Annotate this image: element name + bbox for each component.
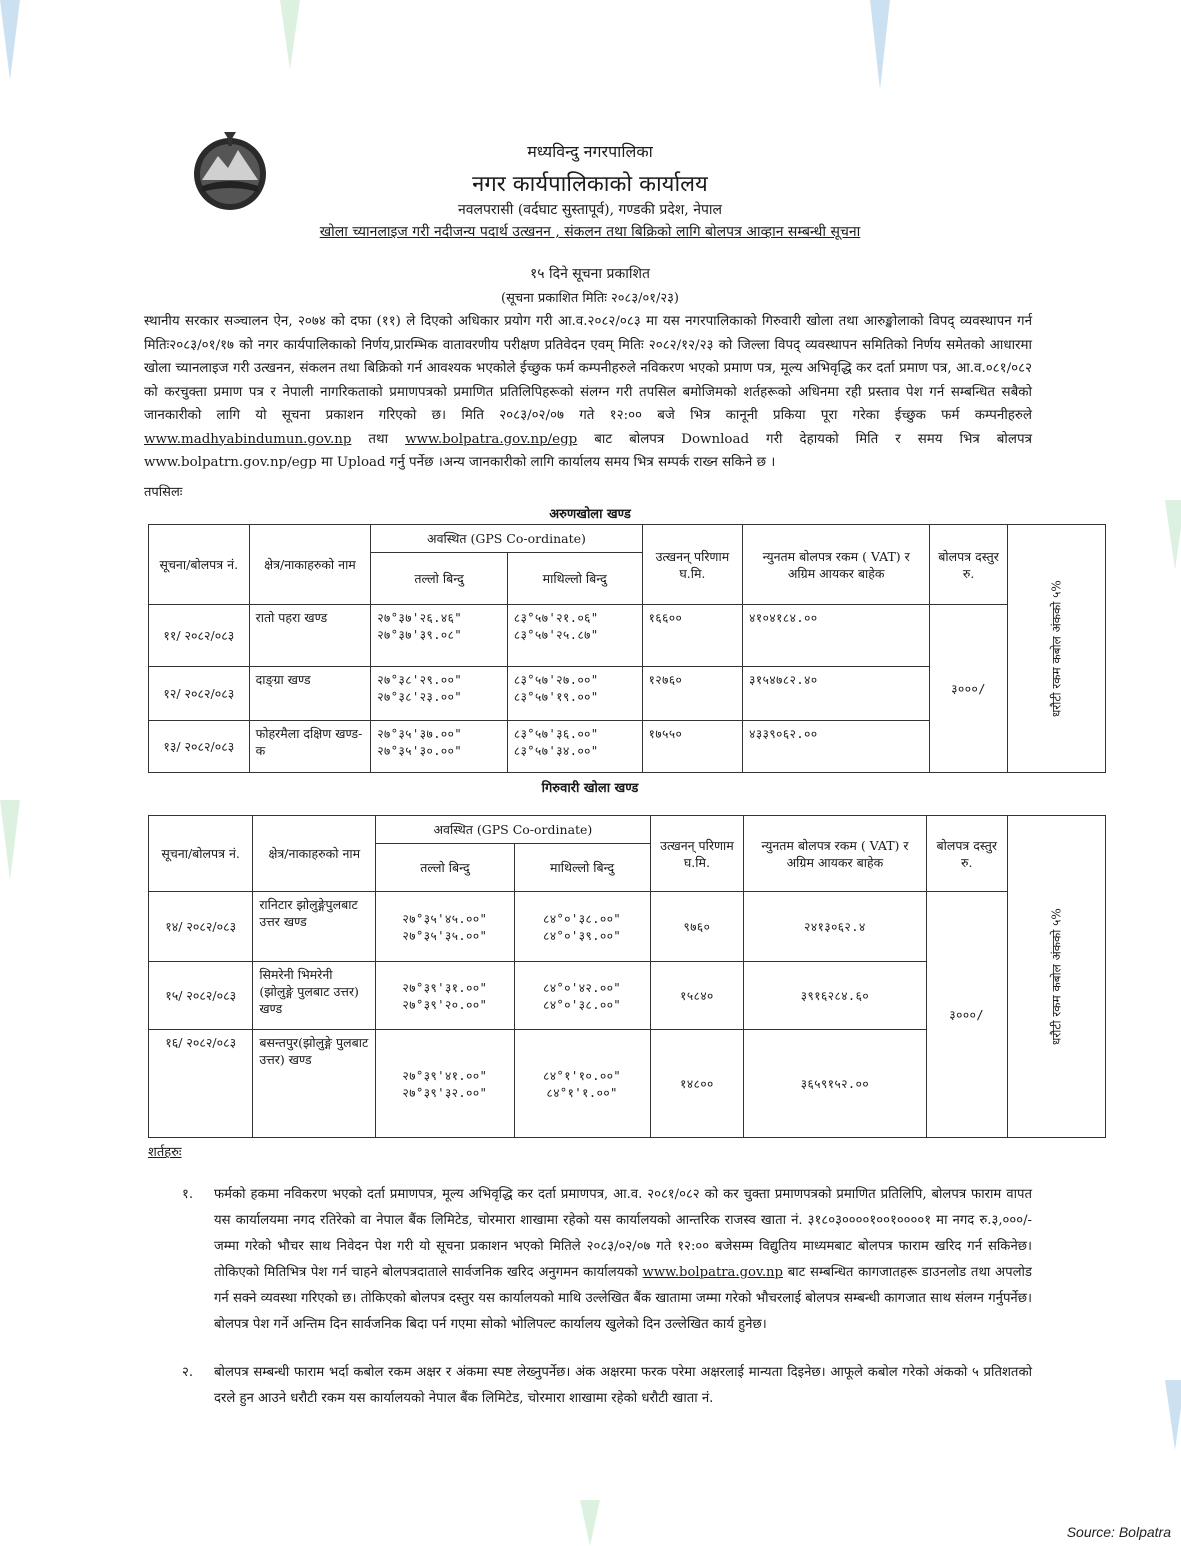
condition-number: २. [182,1365,194,1380]
header-notice-no: सूचना/बोलपत्र नं. [149,525,250,605]
coord-text: २७°३५'३०.००" [377,744,463,758]
source-credit: Source: Bolpatra [1066,1524,1171,1540]
notice-no-cell: ११/ २०८२/०८३ [149,605,250,667]
watermark-arrow-icon [280,0,300,70]
coord-text: ८४°०'३९.००" [543,928,622,943]
intro-text: स्थानीय सरकार सञ्चालन ऐन, २०७४ को दफा (११) ले दिएको अधिकार प्रयोग गरी आ.व.२०८२/०८३ मा यस नगरपालिकाको गिरुवारी खोला तथा आरुङ्खोलाको विपद् व्यवस्थापन गर्न मितिः२०८३/०१/१७ को नगर कार्यपालिकाको निर्णय,प्रारम्भिक वातावरणीय परीक्षण प्रतिवेदन एवम् मितिः २०८२/१२/२३ को जिल्ला विपद् व्यवस्थापन समितिको निर्णय समेतको आधारमा खोला च्यानलाइज गरी उत्खनन, संकलन तथा बिक्रिको गर्न आवश्यक भएकोले ईच्छुक फर्म कम्पनीहरुले नविकरण भएको प्रमाण पत्र, मूल्य अभिवृद्धि कर दर्ता प्रमाण पत्र, आ.व.०८१/०८२ को करचुक्ता प्रमाण पत्र र नेपाली नागरिकताको प्रमाणपत्रको प्रमाणित प्रतिलिपिहरूको संलग्न गरी तपसिल बमोजिमको शर्तहरूको अधिनमा रही प्रस्ताव पेश गर्न सम्बन्धित सबैको जानकारीको लागि यो सूचना प्रकाशन गरिएको छ। मिति २०८३/०२/०७ गते १२:०० बजे भित्र कानूनी प्रकिया पूरा गरेका ईच्छुक फर्म कम्पनीहरुले [144,314,1032,423]
quantity-cell: १७५५० [642,721,743,773]
coord-text: २७°३५'४५.००" [402,911,488,926]
watermark-arrow-icon [0,800,20,880]
area-cell: रानिटार झोलुङ्गेपुलबाट उत्तर खण्ड [253,892,376,962]
office-name: नगर कार्यपालिकाको कार्यालय [472,172,708,197]
coord-text: ८३°५७'२७.००" [513,673,599,687]
header-fee: बोलपत्र दस्तुर रु. [930,525,1008,605]
watermark-arrow-icon [1165,1380,1181,1450]
coord-text: २७°३९'४१.००" [402,1068,488,1083]
header-lower-point: तल्लो बिन्दु [371,553,508,605]
header-notice-no: सूचना/बोलपत्र नं. [149,816,253,892]
coord-text: २७°३९'३१.००" [402,980,488,995]
coord-text: २७°३७'३९.०८" [377,628,463,642]
header-min-amount: न्युनतम बोलपत्र रकम ( VAT) र अग्रिम आयकर बाहेक [744,816,926,892]
section-title-arun: अरुणखोला खण्ड [549,507,631,522]
coord-text: ८४°०'४२.००" [543,980,622,995]
header-min-amount: न्युनतम बोलपत्र रकम ( VAT) र अग्रिम आयकर बाहेक [743,525,930,605]
intro-text-mid: तथा [368,431,389,447]
header-lower-point: तल्लो बिन्दु [376,844,514,892]
condition-text: बोलपत्र सम्बन्धी फाराम भर्दा कबोल रकम अक्षर र अंकमा स्पष्ट लेख्नुपर्नेछ। अंक अक्षरमा फरक परेमा अक्षरलाई मान्यता दिइनेछ। आफूले कबोल गरेको अंकको ५ प्रतिशतको दरले हुन आउने धरौटी रकम यस कार्यालयको नेपाल बैंक लिमिटेड, चोरमारा शाखामा रहेको धरौटी खाता नं. [214,1365,1032,1406]
coord-text: ८३°५७'३६.००" [513,727,599,741]
header-fee: बोलपत्र दस्तुर रु. [926,816,1007,892]
lower-point-cell [376,1030,514,1138]
watermark-arrow-icon [870,0,890,90]
coord-text: ८४°०'३८.००" [543,911,622,926]
deposit-column: धरौटी रकम कबोल अंकको ५% [1007,816,1105,1138]
amount-cell: २४१३०६२.४ [744,892,926,962]
coord-text: २७°३९'२०.००" [402,997,488,1012]
watermark-arrow-icon [1165,500,1181,570]
area-cell: दाङ्ग्रा खण्ड [249,667,371,721]
bolpatra-link[interactable]: www.bolpatra.gov.np [642,1265,783,1280]
upper-point-cell [507,721,642,773]
header-upper-point: माथिल्लो बिन्दु [514,844,650,892]
header-upper-point: माथिल्लो बिन्दु [507,553,642,605]
notice-no-cell: १४/ २०८२/०८३ [149,892,253,962]
coord-text: २७°३५'३७.००" [377,727,463,741]
lower-point-cell [371,721,508,773]
header-location: अवस्थित (GPS Co-ordinate) [371,525,642,553]
coord-text: ८३°५७'१९.००" [513,690,599,704]
municipality-name: मध्यविन्दु नगरपालिका [527,142,653,161]
notice-days: १५ दिने सूचना प्रकाशित [530,266,650,282]
amount-cell: ३१५४७८२.४० [743,667,930,721]
upper-point-cell [507,667,642,721]
table-row [149,892,1106,962]
condition-item [182,1360,1032,1412]
upper-point-cell [514,1030,650,1138]
area-cell: बसन्तपुर(झोलुङ्गे पुलबाट उत्तर) खण्ड [253,1030,376,1138]
bid-table-giruwari [148,815,1106,1138]
notice-no-cell: १२/ २०८२/०८३ [149,667,250,721]
header-area: क्षेत्र/नाकाहरुको नाम [249,525,371,605]
coord-text: ८३°५७'३४.००" [513,744,599,758]
header-quantity: उत्खनन् परिणाम घ.मि. [642,525,743,605]
watermark-arrow-icon [0,0,20,80]
condition-text-part: बाट सम्बन्धित कागजातहरू डाउनलोड तथा अपलोड गर्न सक्ने व्यवस्था गरिएको छ। तोकिएको बोलपत्र दस्तुर यस कार्यालयको माथि उल्लेखित बैंक खातामा जम्मा गरेको भौचरलाई बोलपत्र सम्बन्धी कागजात साथ संलग्न गर्नुपर्नेछ। बोलपत्र पेश गर्ने अन्तिम दिन सार्वजनिक बिदा पर्न गएमा सोको भोलिपल्ट कार्यालय खुलेको दिन उल्लेखित कार्य हुनेछ। [214,1265,1032,1332]
area-cell: सिमरेनी भिमरेनी (झोलुङ्गे पुलबाट उत्तर) खण्ड [253,962,376,1030]
coord-text: ८४°०'३८.००" [543,997,622,1012]
intro-paragraph [144,310,1032,475]
schedule-label: तपसिलः [144,485,183,500]
condition-text [214,1182,1032,1338]
quantity-cell: ९७६० [650,892,744,962]
condition-item [182,1182,1032,1338]
notice-no-cell: १५/ २०८२/०८३ [149,962,253,1030]
quantity-cell: १६६०० [642,605,743,667]
header-quantity: उत्खनन् परिणाम घ.मि. [650,816,744,892]
area-cell: रातो पहरा खण्ड [249,605,371,667]
quantity-cell: १५८४० [650,962,744,1030]
amount-cell: ३६५९१५२.०० [744,1030,926,1138]
municipality-website-link[interactable]: www.madhyabindumun.gov.np [144,431,352,447]
coord-text: २७°३९'३२.००" [402,1085,488,1100]
quantity-cell: १४८०० [650,1030,744,1138]
amount-cell: ४१०४१८४.०० [743,605,930,667]
conditions-title: शर्तहरुः [148,1145,182,1160]
upper-point-cell [514,962,650,1030]
coord-text: २७°३५'३५.००" [402,928,488,943]
coord-text: ८४°१'१०.००" [543,1068,622,1083]
watermark-arrow-icon [580,1500,600,1546]
table-row [149,605,1106,667]
coord-text: २७°३८'२३.००" [377,690,463,704]
upper-point-cell [514,892,650,962]
intro-text-end: बाट बोलपत्र Download गरी देहायको मिति र समय भित्र बोलपत्र www.bolpatrn.gov.np/egp मा Upload गर्नु पर्नेछ ।अन्य जानकारीको लागि कार्यालय समय भित्र सम्पर्क राख्न सकिने छ । [144,431,1032,470]
lower-point-cell [376,962,514,1030]
fee-cell: ३०००/ [930,605,1008,773]
fee-cell: ३०००/ [926,892,1007,1138]
header-area: क्षेत्र/नाकाहरुको नाम [253,816,376,892]
condition-text-part: फर्मको हकमा नविकरण भएको दर्ता प्रमाणपत्र, मूल्य अभिवृद्धि कर दर्ता प्रमाणपत्र, आ.व. २०८१/०८२ को कर चुक्ता प्रमाणपत्रको प्रमाणित प्रतिलिपि, बोलपत्र फाराम वापत यस कार्यालयमा नगद रतिरेको वा नेपाल बैंक लिमिटेड, चोरमारा शाखामा रहेको यस कार्यालयको आन्तरिक राजस्व खाता नं. ३१८०३००००१००१००००१ मा नगद रु.३,०००/-जम्मा गरेको भौचर साथ निवेदन पेश गरी यो सूचना प्रकाशन भएको मितिले २०८३/०२/०७ गते १२:०० बजेसम्म विद्युतिय माध्यमबाट बोलपत्र फाराम खरिद गर्न सकिनेछ। तोकिएको मितिभित्र पेश गर्न चाहने बोलपत्रदाताले सार्वजनिक खरिद अनुगमन कार्यालयको [214,1187,1032,1280]
notice-no-cell: १६/ २०८२/०८३ [149,1030,253,1138]
upper-point-cell [507,605,642,667]
publish-date: (सूचना प्रकाशित मितिः २०८३/०१/२३) [501,291,679,306]
notice-subject: खोला च्यानलाइज गरी नदीजन्य पदार्थ उत्खनन , संकलन तथा बिक्रिको लागि बोलपत्र आव्हान सम्बन्धी सूचना [319,224,861,240]
coord-text: ८३°५७'२१.०६" [513,611,599,625]
notice-no-cell: १३/ २०८२/०८३ [149,721,250,773]
bolpatra-egp-link[interactable]: www.bolpatra.gov.np/egp [405,431,578,447]
amount-cell: ४३३९०६२.०० [743,721,930,773]
bid-table-arun [148,524,1106,773]
lower-point-cell [371,605,508,667]
condition-number: १. [182,1187,194,1202]
coord-text: २७°३७'२६.४६" [377,611,463,625]
header-location: अवस्थित (GPS Co-ordinate) [376,816,650,844]
lower-point-cell [376,892,514,962]
section-title-giruwari: गिरुवारी खोला खण्ड [541,781,639,796]
nepal-emblem-icon [188,128,272,212]
lower-point-cell [371,667,508,721]
deposit-column: धरौटी रकम कबोल अंकको ५% [1007,525,1105,773]
coord-text: ८३°५७'२५.८७" [513,628,599,642]
coord-text: २७°३८'२९.००" [377,673,463,687]
quantity-cell: १२७६० [642,667,743,721]
area-cell: फोहरमैला दक्षिण खण्ड-क [249,721,371,773]
coord-text: ८४°१'१.००" [546,1085,618,1100]
amount-cell: ३९१६२८४.६० [744,962,926,1030]
office-address: नवलपरासी (वर्दघाट सुस्तापूर्व), गण्डकी प्रदेश, नेपाल [457,202,723,218]
